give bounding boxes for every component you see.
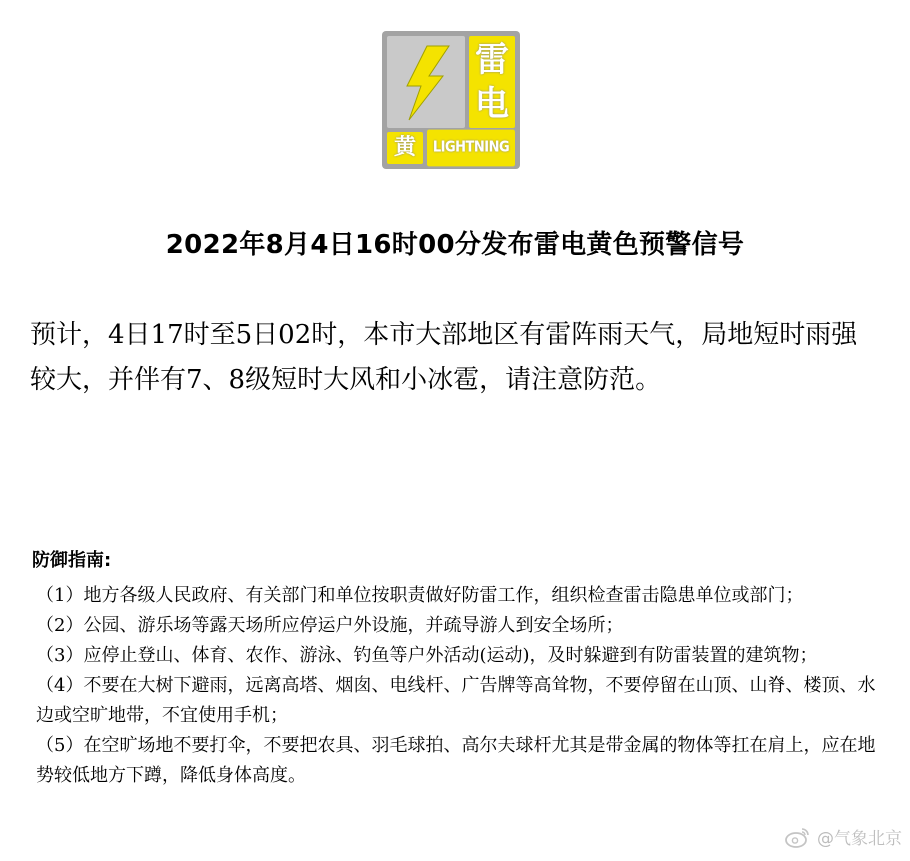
lightning-icon-panel xyxy=(387,36,465,128)
weibo-icon xyxy=(785,826,811,848)
warning-type-char-2: 电 xyxy=(475,84,509,124)
guide-item: （3）应停止登山、体育、农作、游泳、钓鱼等户外活动(运动)，及时躲避到有防雷装置的建筑物； xyxy=(36,645,818,666)
guide-heading: 防御指南: xyxy=(32,550,112,571)
watermark xyxy=(785,824,902,849)
guide-item: （4）不要在大树下避雨，远离高塔、烟囱、电线杆、广告牌等高耸物，不要停留在山顶、山脊、楼顶、水边或空旷地带，不宜使用手机； xyxy=(36,675,876,726)
guide-list xyxy=(36,581,878,791)
guide-item: （5）在空旷场地不要打伞，不要把农具、羽毛球拍、高尔夫球杆尤其是带金属的物体等扛在肩上，应在地势较低地方下蹲，降低身体高度。 xyxy=(36,735,876,786)
lightning-warning-badge xyxy=(382,31,520,169)
warning-type-panel xyxy=(469,36,515,128)
warning-english-label: LIGHTNING xyxy=(427,130,515,167)
guide-item: （1）地方各级人民政府、有关部门和单位按职责做好防雷工作，组织检查雷击隐患单位或部门； xyxy=(36,585,804,606)
warning-type-char-1: 雷 xyxy=(475,40,509,80)
watermark-text: @气象北京 xyxy=(817,829,902,849)
warning-level-label: 黄 xyxy=(387,132,423,164)
lightning-bolt-icon xyxy=(387,36,465,128)
forecast-paragraph: 预计，4日17时至5日02时，本市大部地区有雷阵雨天气，局地短时雨强较大，并伴有7、8级短时大风和小冰雹，请注意防范。 xyxy=(30,320,858,395)
guide-item: （2）公园、游乐场等露天场所应停运户外设施，并疏导游人到安全场所； xyxy=(36,615,624,636)
page-title: 2022年8月4日16时00分发布雷电黄色预警信号 xyxy=(165,230,745,260)
